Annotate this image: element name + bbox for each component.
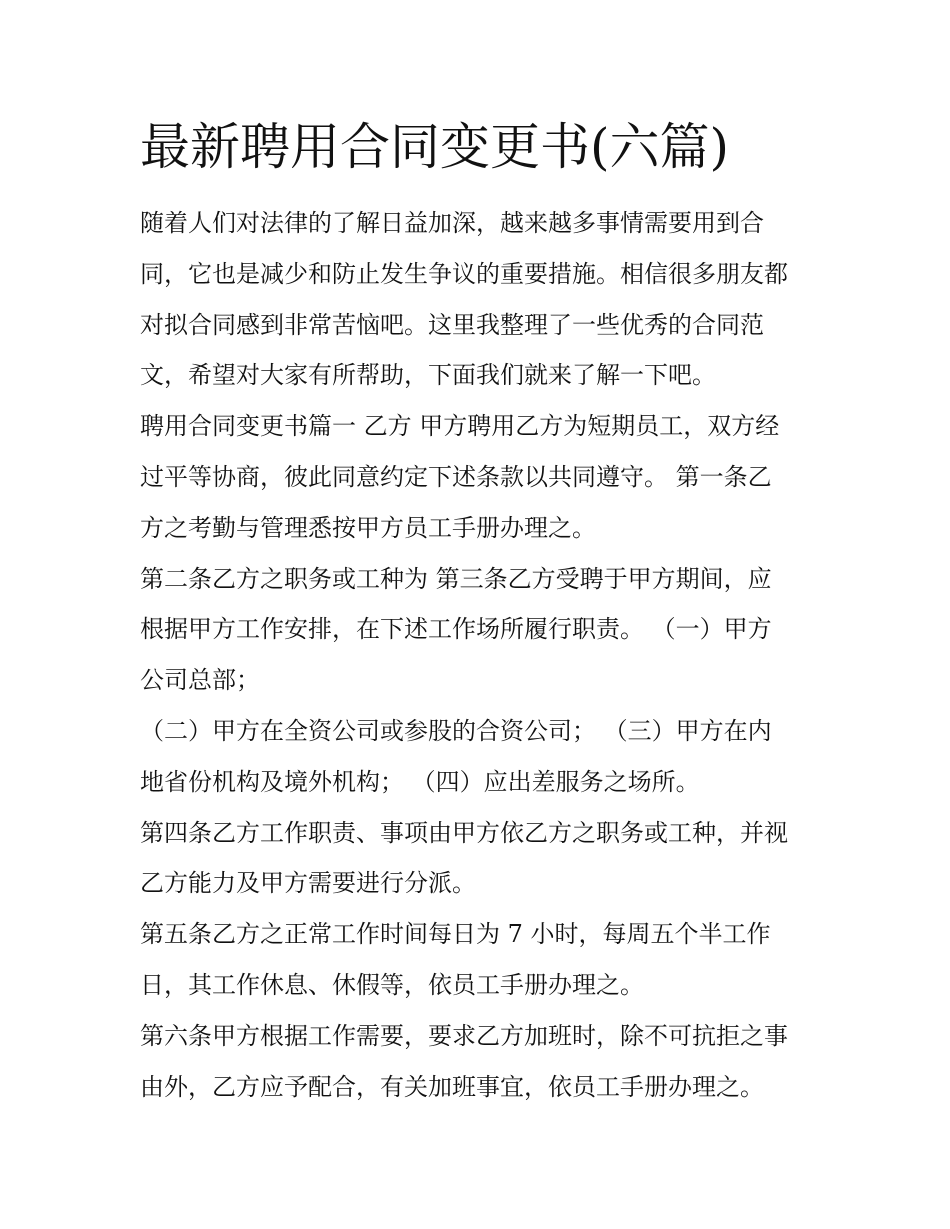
- text-line: 由外，乙方应予配合，有关加班事宜，依员工手册办理之。: [140, 1072, 764, 1101]
- text-line: 公司总部；: [140, 666, 260, 695]
- text-line: 过平等协商，彼此同意约定下述条款以共同遵守。 第一条乙: [140, 462, 772, 491]
- text-line: 第四条乙方工作职责、事项由甲方依乙方之职务或工种，并视: [140, 818, 788, 847]
- text-line: 聘用合同变更书篇一 乙方 甲方聘用乙方为短期员工，双方经: [140, 412, 780, 441]
- text-line: 第六条甲方根据工作需要，要求乙方加班时，除不可抗拒之事: [140, 1021, 788, 1050]
- text-line: 根据甲方工作安排，在下述工作场所履行职责。 （一）甲方: [140, 615, 772, 644]
- text-line: 第五条乙方之正常工作时间每日为 7 小时，每周五个半工作: [140, 920, 771, 949]
- text-line: 乙方能力及甲方需要进行分派。: [140, 869, 476, 898]
- text-line: 同，它也是减少和防止发生争议的重要措施。相信很多朋友都: [140, 259, 788, 288]
- text-line: 文，希望对大家有所帮助，下面我们就来了解一下吧。: [140, 361, 716, 390]
- text-line: 地省份机构及境外机构； （四）应出差服务之场所。: [140, 767, 700, 796]
- text-line: 日，其工作休息、休假等，依员工手册办理之。: [140, 970, 644, 999]
- text-line: 第二条乙方之职务或工种为 第三条乙方受聘于甲方期间，应: [140, 564, 772, 593]
- text-line: 对拟合同感到非常苦恼吧。这里我整理了一些优秀的合同范: [140, 310, 764, 339]
- page-title: 最新聘用合同变更书(六篇): [140, 118, 730, 176]
- document-body: [140, 198, 820, 1112]
- text-line: （二）甲方在全资公司或参股的合资公司； （三）甲方在内: [140, 716, 772, 745]
- text-line: 随着人们对法律的了解日益加深，越来越多事情需要用到合: [140, 209, 764, 237]
- text-line: 方之考勤与管理悉按甲方员工手册办理之。: [140, 513, 596, 542]
